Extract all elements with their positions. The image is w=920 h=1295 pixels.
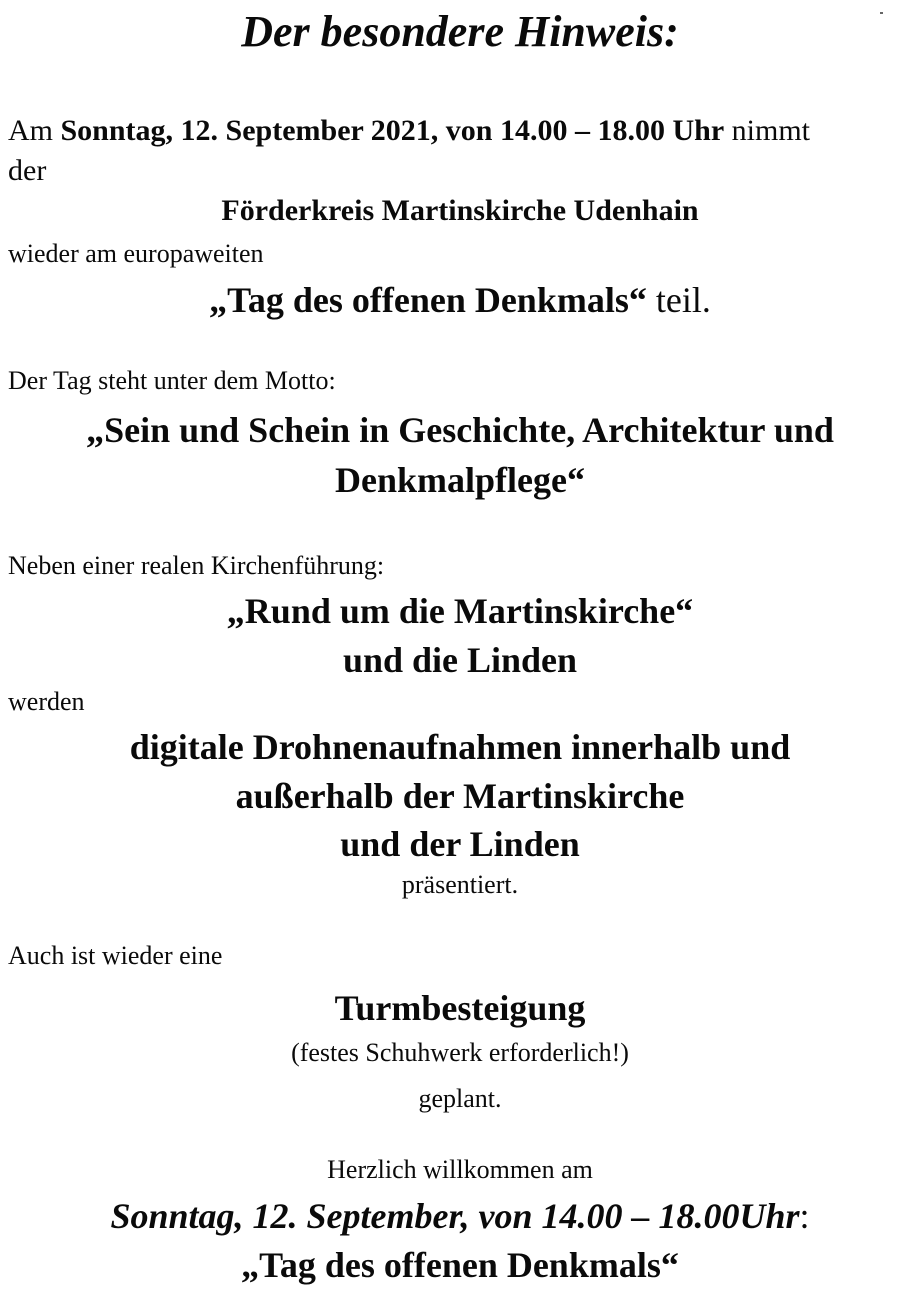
drone-line-1: digitale Drohnenaufnahmen innerhalb und xyxy=(129,727,791,767)
event-suffix: teil. xyxy=(646,280,711,320)
event-name: „Tag des offenen Denkmals“ xyxy=(209,280,647,320)
drone-line-4: präsentiert. xyxy=(401,870,519,899)
tower-status: geplant. xyxy=(418,1084,502,1113)
tour-line-1: „Rund um die Martinskirche“ xyxy=(226,591,694,631)
tour-line-2: und die Linden xyxy=(342,640,578,680)
drone-line-3: und der Linden xyxy=(340,824,580,864)
motto-intro: Der Tag steht unter dem Motto: xyxy=(8,366,336,395)
closing-welcome: Herzlich willkommen am xyxy=(327,1155,593,1184)
organizer-name: Förderkreis Martinskirche Udenhain xyxy=(221,194,699,227)
closing-colon: : xyxy=(799,1196,810,1236)
page-title: Der besondere Hinweis: xyxy=(241,7,679,56)
motto-line-1: „Sein und Schein in Geschichte, Architektur und xyxy=(86,410,834,450)
drone-line-2: außerhalb der Martinskirche xyxy=(235,776,685,816)
drone-intro: werden xyxy=(8,687,85,716)
tower-note: (festes Schuhwerk erforderlich!) xyxy=(291,1038,629,1067)
tower-intro: Auch ist wieder eine xyxy=(8,941,223,970)
event-line xyxy=(0,282,920,318)
closing-event-name: „Tag des offenen Denkmals“ xyxy=(241,1245,679,1285)
intro-wrap: der xyxy=(8,154,47,187)
tour-intro: Neben einer realen Kirchenführung: xyxy=(8,551,385,580)
closing-date-time: Sonntag, 12. September, von 14.00 – 18.00Uhr xyxy=(110,1196,800,1236)
closing-date-line xyxy=(0,1198,920,1234)
participation-text: wieder am europaweiten xyxy=(8,239,264,268)
intro-line xyxy=(8,116,810,146)
motto-line-2: Denkmalpflege“ xyxy=(335,460,585,500)
intro-prefix: Am xyxy=(8,114,61,147)
tower-title: Turmbesteigung xyxy=(334,988,586,1028)
intro-date-time: Sonntag, 12. September 2021, von 14.00 – 18.00 Uhr xyxy=(60,114,725,147)
intro-suffix: nimmt xyxy=(724,114,810,147)
